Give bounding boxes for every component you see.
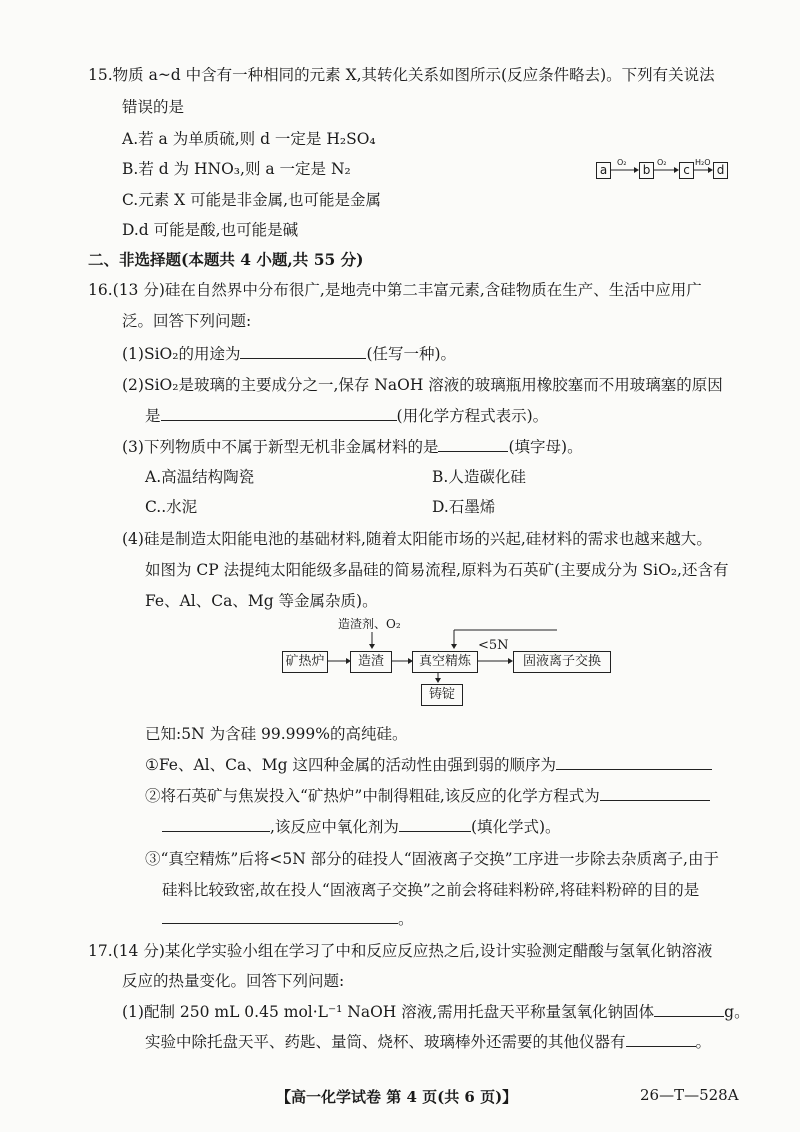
q16-part4-line1: (4)硅是制造太阳能电池的基础材料,随着太阳能市场的兴起,硅材料的需求也越来越大。 — [122, 530, 712, 548]
q16-p3-option-d: D.石墨烯 — [432, 498, 496, 516]
q16-p2-suffix: (用化学方程式表示)。 — [396, 407, 549, 425]
q16-p3-suffix: (填字母)。 — [508, 438, 583, 456]
answer-blank[interactable] — [556, 754, 712, 770]
q16-p3-text: (3)下列物质中不属于新型无机非金属材料的是 — [122, 438, 439, 456]
flow-box-casting: 铸锭 — [421, 684, 463, 706]
q16-s1-text: ①Fe、Al、Ca、Mg 这四种金属的活动性由强到弱的顺序为 — [145, 756, 556, 774]
q16-stem-line1: 16.(13 分)硅在自然界中分布很广,是地壳中第二丰富元素,含硅物质在生产、生活中应用广 — [88, 281, 702, 299]
scheme-arrow3-label: H₂O — [695, 158, 711, 167]
q16-p2-text: 是 — [145, 407, 161, 425]
scheme-box-c: c — [679, 162, 694, 179]
q16-part3 — [122, 436, 583, 458]
q15-stem-line2: 错误的是 — [122, 98, 185, 116]
q17-p1-line2-text: 实验中除托盘天平、药匙、量筒、烧杯、玻璃棒外还需要的其他仪器有 — [145, 1033, 626, 1051]
answer-blank[interactable] — [162, 816, 270, 832]
footer-title: 【高一化学试卷 第 4 页(共 6 页)】 — [276, 1088, 518, 1106]
q16-sub3-line1: ③“真空精炼”后将<5N 部分的硅投人“固液离子交换”工序进一步除去杂质离子,由于 — [145, 850, 719, 868]
flow-box-furnace: 矿热炉 — [282, 651, 328, 673]
q17-p1-unit: g。 — [724, 1003, 750, 1021]
q16-part4-line2: 如图为 CP 法提纯太阳能级多晶硅的简易流程,原料为石英矿(主要成分为 SiO₂,还含有 — [145, 561, 729, 579]
q17-stem-line2: 反应的热量变化。回答下列问题: — [122, 972, 345, 990]
answer-blank[interactable] — [240, 343, 366, 359]
answer-blank[interactable] — [161, 405, 397, 421]
q16-sub2-line2 — [162, 816, 561, 838]
flow-box-vacuum-refine: 真空精炼 — [412, 651, 478, 673]
q17-part1-line1 — [122, 1001, 750, 1023]
answer-blank[interactable] — [438, 436, 508, 452]
q16-p3-option-c: C..水泥 — [145, 498, 198, 516]
q16-sub1 — [145, 754, 712, 776]
q16-part2-line2 — [145, 405, 548, 427]
scheme-box-a: a — [596, 162, 611, 179]
flow-top-label: 造渣剂、O₂ — [338, 617, 401, 631]
q17-p1-text: (1)配制 250 mL 0.45 mol·L⁻¹ NaOH 溶液,需用托盘天平称量氢氧化钠固体 — [122, 1003, 655, 1021]
q16-p1-text: (1)SiO₂的用途为 — [122, 345, 241, 363]
q15-option-a: A.若 a 为单质硫,则 d 一定是 H₂SO₄ — [122, 130, 376, 148]
q16-p3-option-b: B.人造碳化硅 — [432, 468, 526, 486]
answer-blank[interactable] — [626, 1031, 696, 1047]
q16-sub3-line2: 硅料比较致密,故在投人“固液离子交换”之前会将硅料粉碎,将硅料粉碎的目的是 — [162, 881, 700, 899]
answer-blank[interactable] — [162, 908, 398, 924]
q16-part2-line1: (2)SiO₂是玻璃的主要成分之一,保存 NaOH 溶液的玻璃瓶用橡胶塞而不用玻璃塞的原因 — [122, 376, 723, 394]
flow-arrow-label: <5N — [478, 638, 509, 653]
q15-stem-line1: 15.物质 a~d 中含有一种相同的元素 X,其转化关系如图所示(反应条件略去)。下列有关说法 — [88, 66, 715, 84]
answer-blank[interactable] — [600, 785, 710, 801]
q16-sub2-line1 — [145, 785, 710, 807]
scheme-box-b: b — [639, 162, 654, 179]
q16-known: 已知:5N 为含硅 99.999%的高纯硅。 — [145, 725, 408, 743]
footer-code: 26—T—528A — [640, 1086, 739, 1104]
q16-stem-line2: 泛。回答下列问题: — [122, 312, 252, 330]
q16-sub3-line3 — [162, 908, 414, 930]
q16-s2-mid: ,该反应中氧化剂为 — [270, 818, 399, 836]
q15-option-b: B.若 d 为 HNO₃,则 a 一定是 N₂ — [122, 160, 351, 178]
q15-option-d: D.d 可能是酸,也可能是碱 — [122, 221, 299, 239]
section2-title: 二、非选择题(本题共 4 小题,共 55 分) — [88, 250, 364, 269]
scheme-box-d: d — [713, 162, 728, 179]
flow-box-slag: 造渣 — [350, 651, 392, 673]
q16-p3-option-a: A.高温结构陶瓷 — [145, 468, 255, 486]
q16-part1 — [122, 343, 456, 365]
q16-s3-end: 。 — [398, 910, 414, 928]
q17-part1-line2 — [145, 1031, 711, 1053]
answer-blank[interactable] — [399, 816, 471, 832]
q16-s2-suffix: (填化学式)。 — [470, 818, 561, 836]
q17-stem-line1: 17.(14 分)某化学实验小组在学习了中和反应反应热之后,设计实验测定醋酸与氢氧化钠溶液 — [88, 942, 713, 960]
q15-option-c: C.元素 X 可能是非金属,也可能是金属 — [122, 191, 382, 209]
scheme-arrow1-label: O₂ — [617, 158, 627, 167]
answer-blank[interactable] — [654, 1001, 724, 1017]
q16-s2-text: ②将石英矿与焦炭投入“矿热炉”中制得粗硅,该反应的化学方程式为 — [145, 787, 600, 805]
q16-p1-suffix: (任写一种)。 — [366, 345, 457, 363]
q16-part4-line3: Fe、Al、Ca、Mg 等金属杂质)。 — [145, 592, 378, 610]
flow-box-ion-exchange: 固液离子交换 — [513, 651, 611, 673]
q17-p1-line2-end: 。 — [695, 1033, 712, 1051]
scheme-arrow2-label: O₂ — [657, 158, 667, 167]
